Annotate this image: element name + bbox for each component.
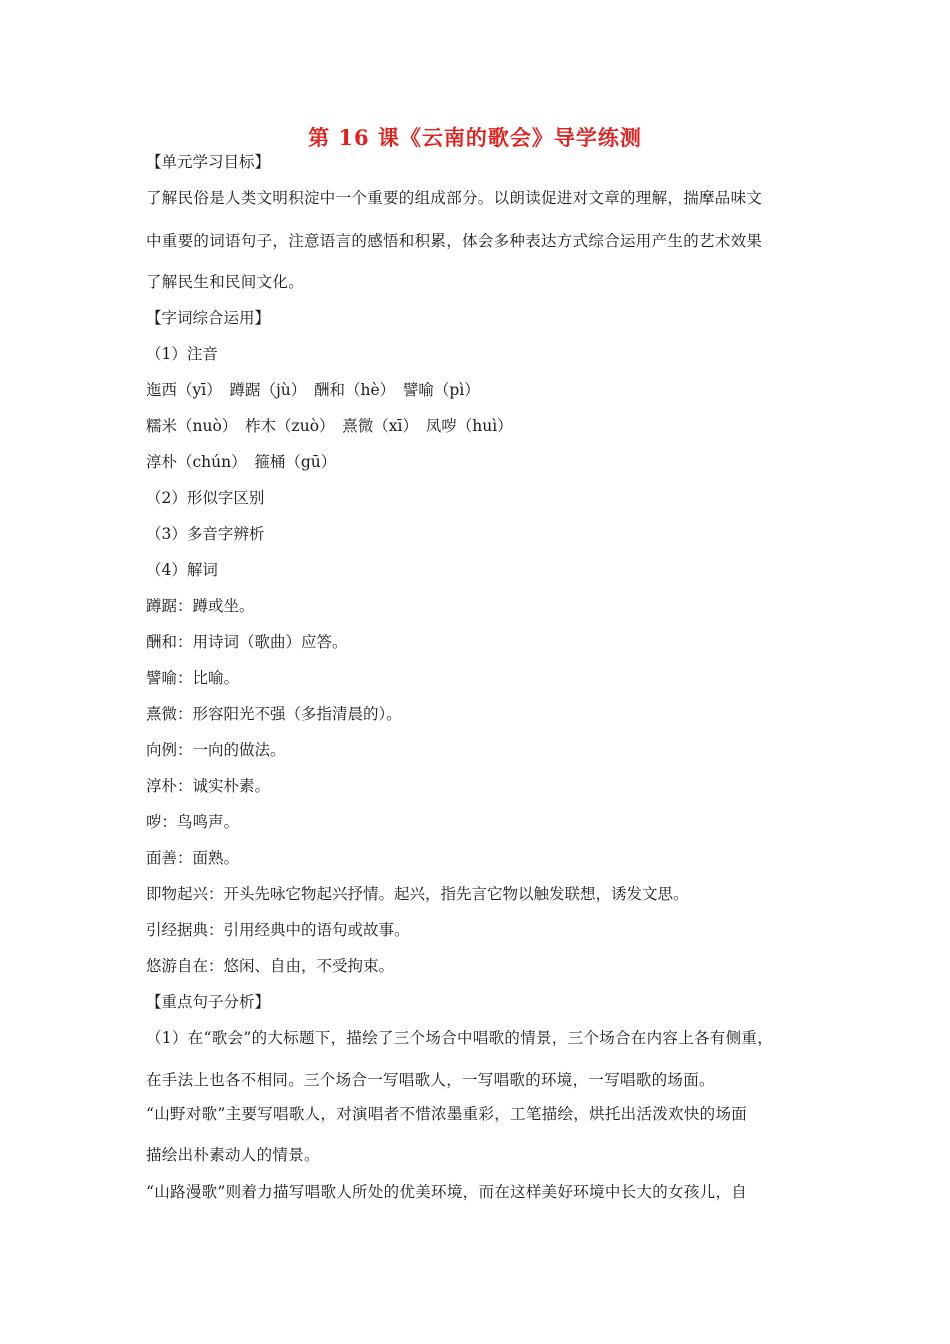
paragraph-line: 描绘出朴素动人的情景。 — [146, 1146, 320, 1164]
pinyin-line: 糯米（nuò） 柞木（zuò） 熹微（xī） 凤哕（huì） — [146, 417, 513, 435]
definition-line: 悠游自在：悠闲、自由，不受拘束。 — [146, 957, 395, 975]
definition-line: 向例：一向的做法。 — [146, 741, 286, 759]
section-heading-goals: 【单元学习目标】 — [146, 153, 271, 171]
paragraph-line: “山野对歌”主要写唱歌人，对演唱者不惜浓墨重彩，工笔描绘，烘托出活泼欢快的场面 — [146, 1105, 748, 1123]
subheading-polyphonic-characters: （3）多音字辨析 — [146, 525, 265, 543]
paragraph-line: 了解民生和民间文化。 — [146, 273, 305, 291]
paragraph-line: “山路漫歌”则着力描写唱歌人所处的优美环境，而在这样美好环境中长大的女孩儿，自 — [146, 1183, 748, 1201]
definition-line: 即物起兴：开头先咏它物起兴抒情。起兴，指先言它物以触发联想，诱发文思。 — [146, 885, 689, 903]
definition-line: 譬喻：比喻。 — [146, 669, 240, 687]
section-heading-key-sentences: 【重点句子分析】 — [146, 993, 271, 1011]
pinyin-line: 迤西（yī） 蹲踞（jù） 酬和（hè） 譬喻（pì） — [146, 381, 480, 399]
definition-line: 面善：面熟。 — [146, 849, 240, 867]
subheading-pronunciation: （1）注音 — [146, 345, 218, 363]
pinyin-line: 淳朴（chún） 箍桶（gū） — [146, 453, 337, 471]
subheading-word-explanation: （4）解词 — [146, 561, 218, 579]
definition-line: 熹微：形容阳光不强（多指清晨的）。 — [146, 705, 402, 723]
paragraph-line: （1）在“歌会”的大标题下，描绘了三个场合中唱歌的情景，三个场合在内容上各有侧重， — [146, 1029, 774, 1047]
definition-line: 哕：鸟鸣声。 — [146, 813, 240, 831]
definition-line: 酬和：用诗词（歌曲）应答。 — [146, 633, 348, 651]
page-title: 第 16 课《云南的歌会》导学练测 — [308, 125, 642, 150]
section-heading-vocabulary: 【字词综合运用】 — [146, 309, 271, 327]
definition-line: 引经据典：引用经典中的语句或故事。 — [146, 921, 410, 939]
definition-line: 淳朴：诚实朴素。 — [146, 777, 271, 795]
paragraph-line: 在手法上也各不相同。三个场合一写唱歌人，一写唱歌的环境，一写唱歌的场面。 — [146, 1071, 715, 1089]
definition-line: 蹲踞：蹲或坐。 — [146, 597, 255, 615]
paragraph-line: 中重要的词语句子，注意语言的感悟和积累，体会多种表达方式综合运用产生的艺术效果 — [146, 232, 763, 250]
subheading-similar-characters: （2）形似字区别 — [146, 489, 265, 507]
paragraph-line: 了解民俗是人类文明积淀中一个重要的组成部分。以朗读促进对文章的理解，揣摩品味文 — [146, 189, 763, 207]
